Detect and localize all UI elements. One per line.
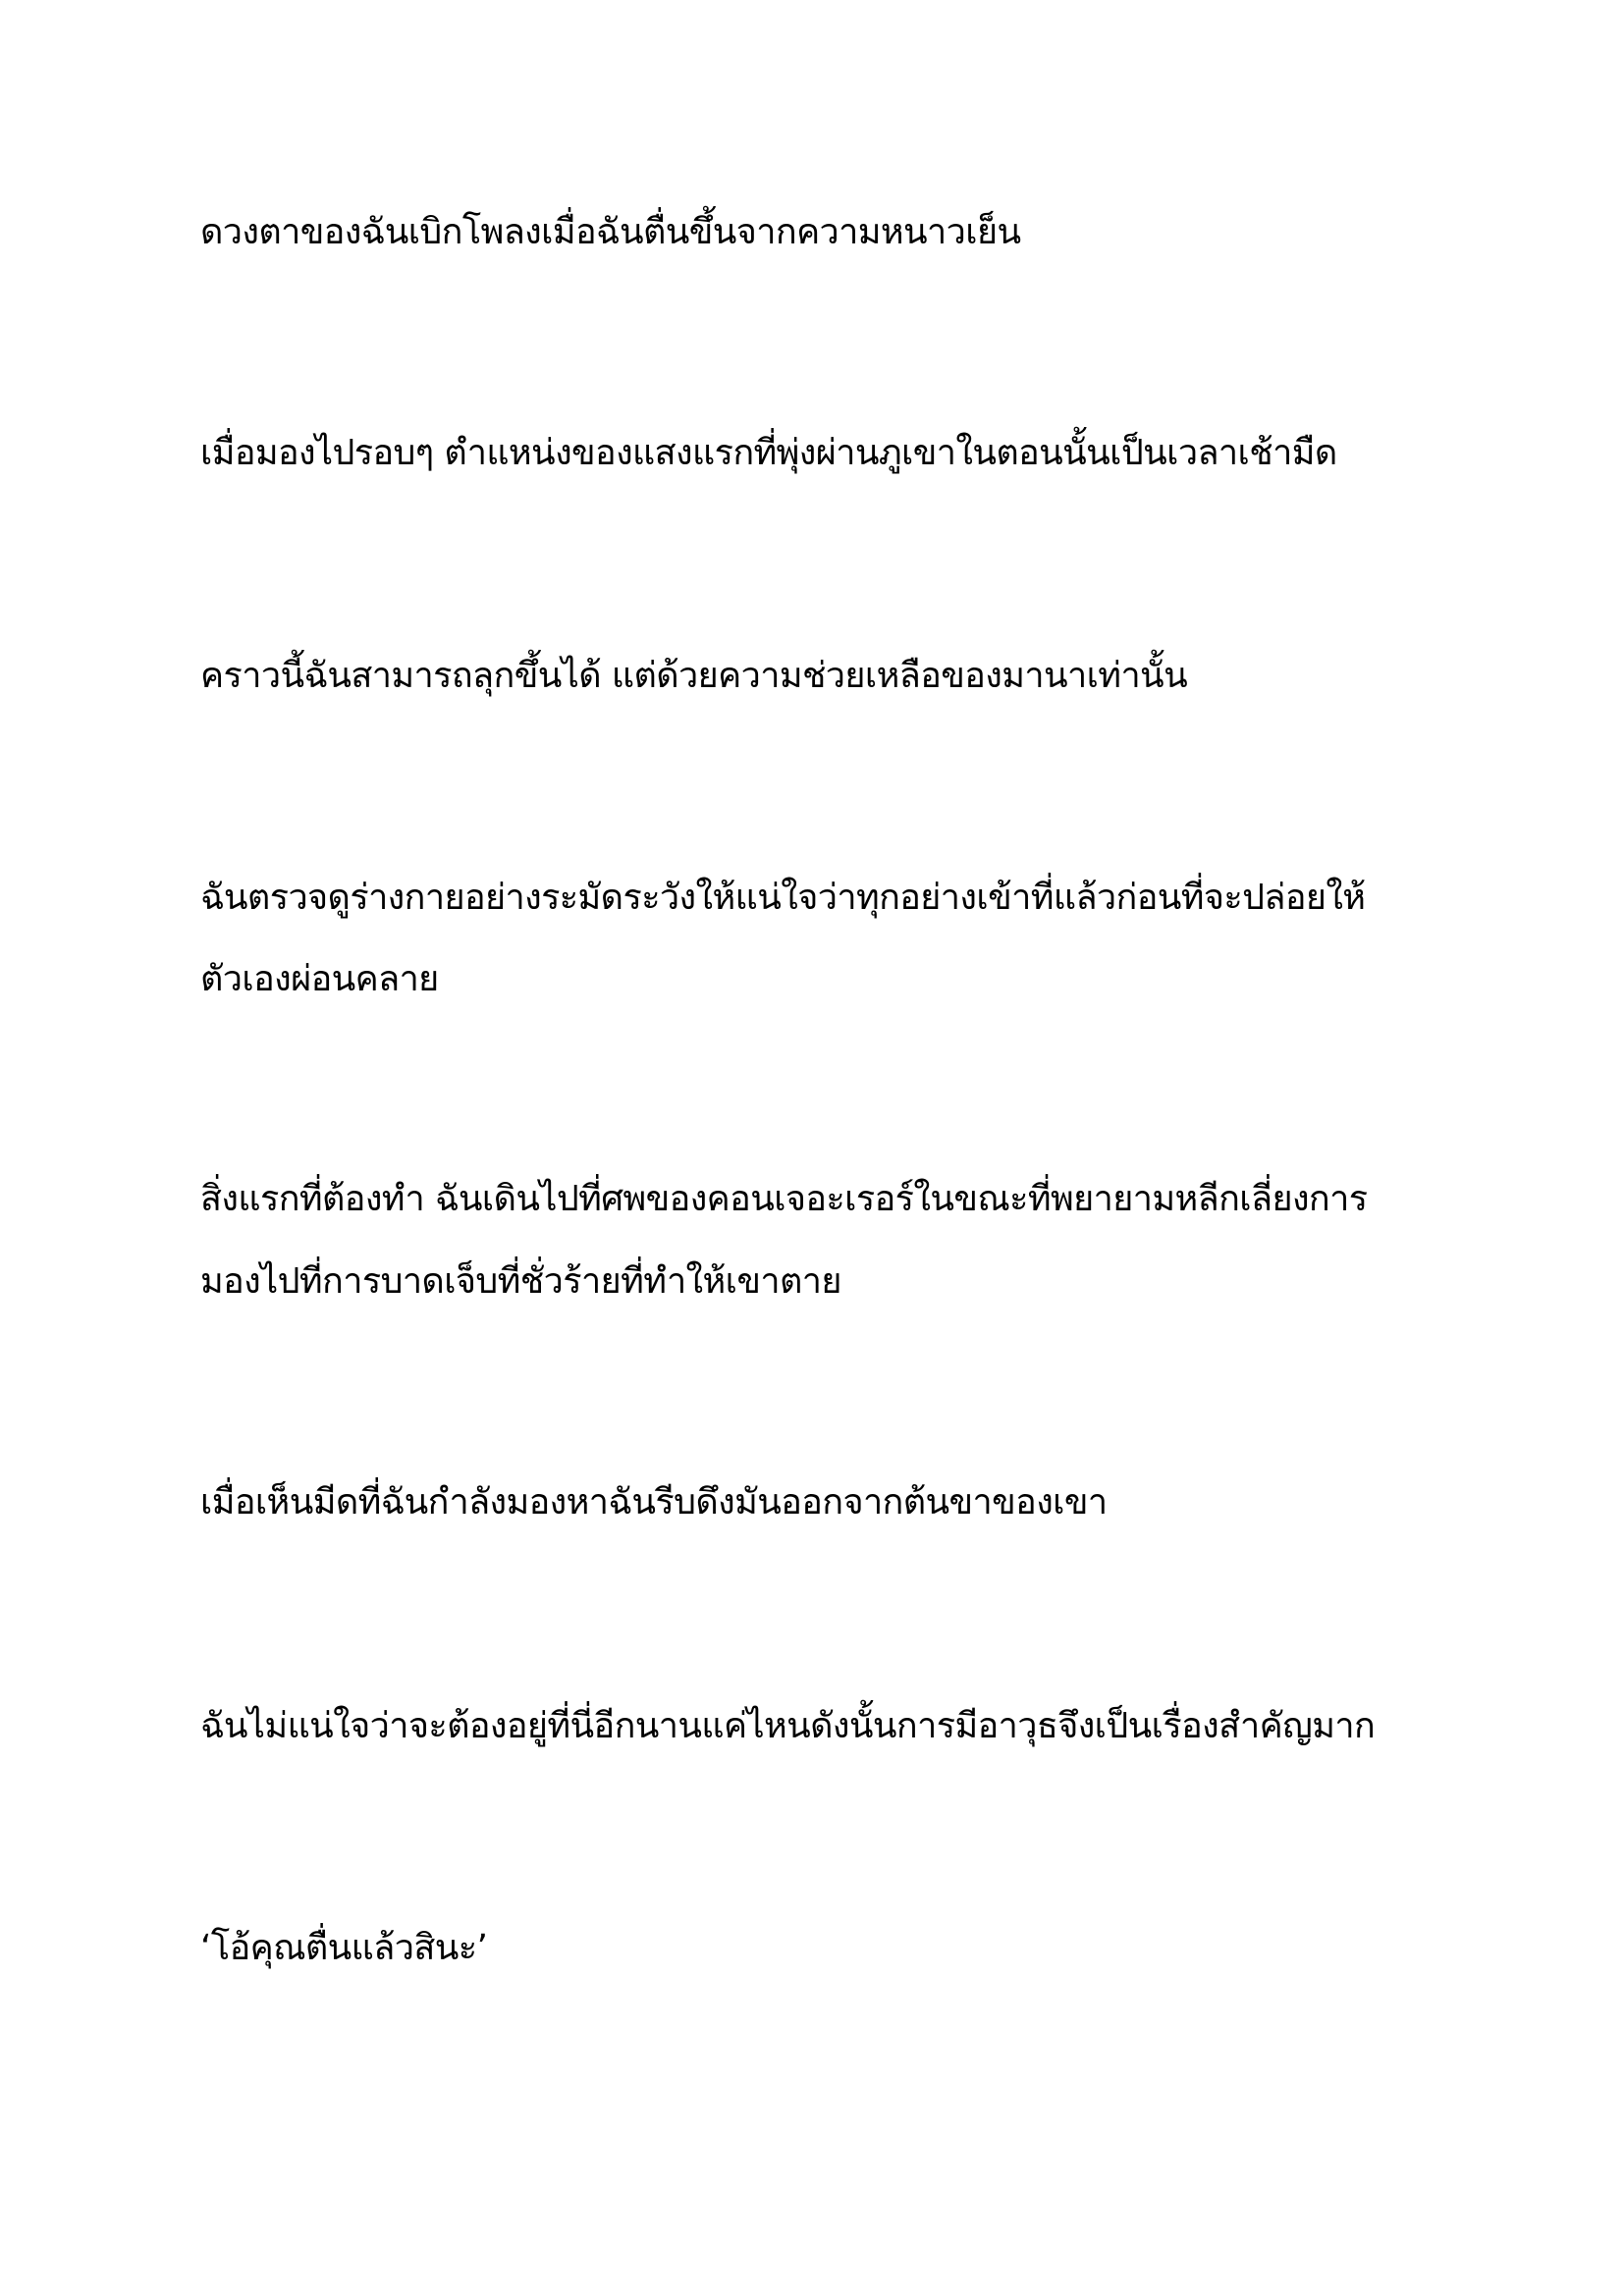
paragraph-line: มองไปที่การบาดเจ็บที่ชั่วร้ายที่ทำให้เขาตาย [200,1261,841,1302]
paragraph-line: ฉันไม่แน่ใจว่าจะต้องอยู่ที่นี่อีกนานแค่ไหนดังนั้นการมีอาวุธจึงเป็นเรื่องสำคัญมาก [200,1706,1376,1746]
paragraph-line: สิ่งแรกที่ต้องทำ ฉันเดินไปที่ศพของคอนเจอะเรอร์ในขณะที่พยายามหลีกเลี่ยงการ [200,1179,1368,1219]
paragraph-line: เมื่อมองไปรอบๆ ตำแหน่งของแสงแรกที่พุ่งผ่านภูเขาในตอนนั้นเป็นเวลาเช้ามืด [200,433,1337,473]
paragraph-line: คราวนี้ฉันสามารถลุกขึ้นได้ แต่ด้วยความช่วยเหลือของมานาเท่านั้น [200,656,1188,696]
dialogue-line: ‘โอ้คุณตื่นแล้วสินะ’ [200,1928,488,1968]
paragraph-line: ฉันตรวจดูร่างกายอย่างระมัดระวังให้แน่ใจว่าทุกอย่างเข้าที่แล้วก่อนที่จะปล่อยให้ [200,878,1366,918]
paragraph-line: เมื่อเห็นมีดที่ฉันกำลังมองหาฉันรีบดึงมันออกจากต้นขาของเขา [200,1482,1108,1522]
paragraph-line: ตัวเองผ่อนคลาย [200,959,439,999]
paragraph-line: ดวงตาของฉันเบิกโพลงเมื่อฉันตื่นขึ้นจากความหนาวเย็น [200,212,1021,252]
